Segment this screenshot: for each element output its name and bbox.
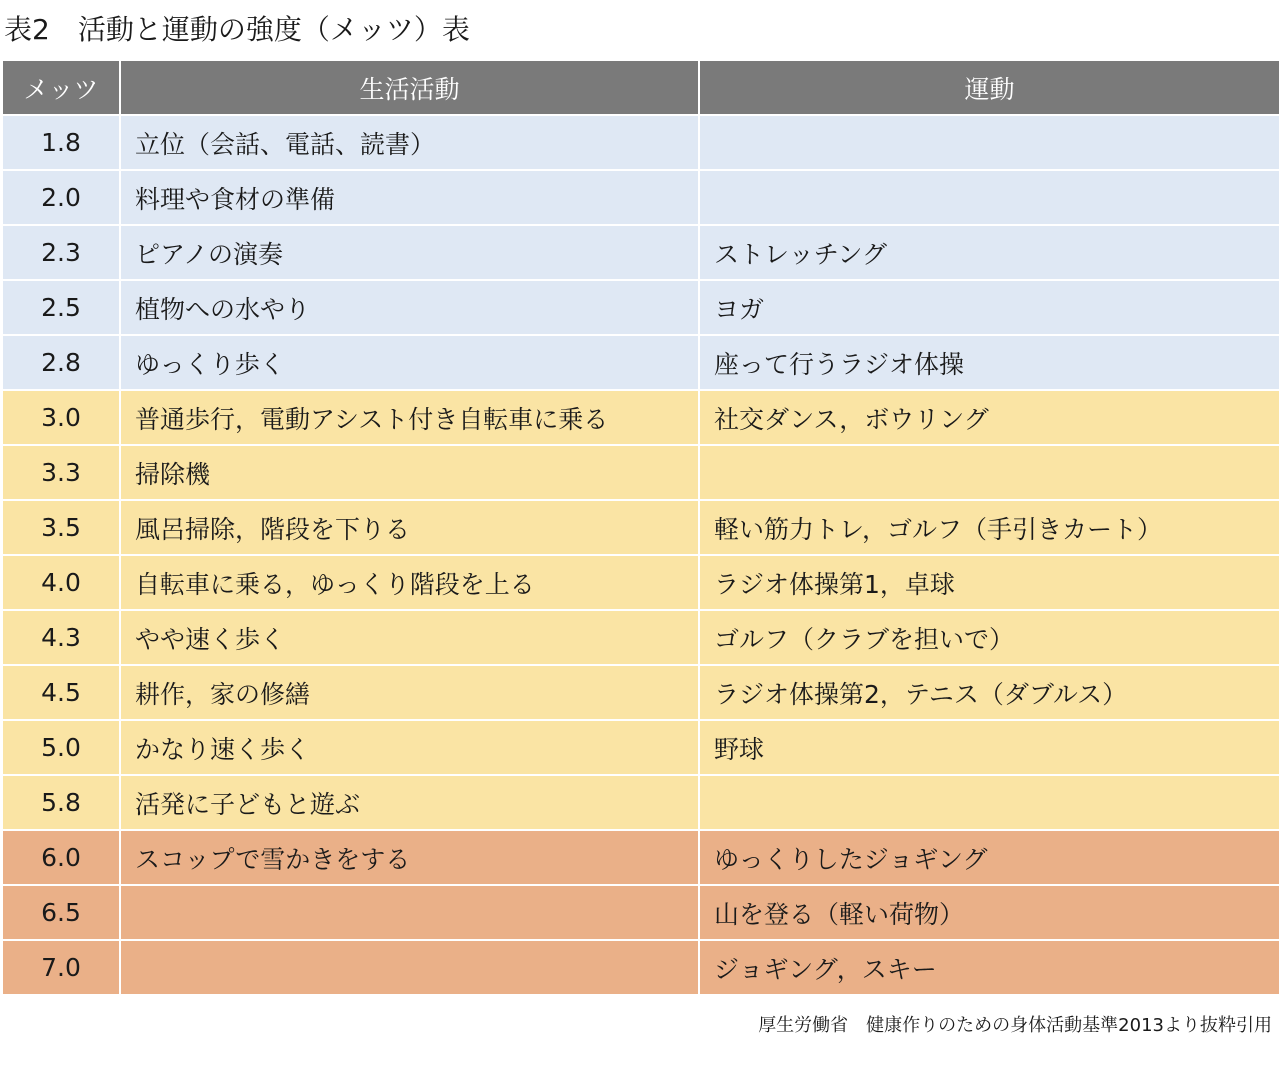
mets-value: 7.0	[3, 940, 120, 995]
daily-activity-cell: 活発に子どもと遊ぶ	[120, 775, 699, 830]
exercise-cell	[699, 775, 1279, 830]
header-exercise: 運動	[699, 61, 1279, 115]
exercise-cell	[699, 445, 1279, 500]
table-row	[3, 225, 1279, 280]
daily-activity-cell: 風呂掃除，階段を下りる	[120, 500, 699, 555]
page-title: 表2 活動と運動の強度（メッツ）表	[4, 13, 470, 46]
mets-value: 1.8	[3, 115, 120, 170]
table-row	[3, 335, 1279, 390]
table-row	[3, 170, 1279, 225]
exercise-cell: ゆっくりしたジョギング	[699, 830, 1279, 885]
table-row	[3, 280, 1279, 335]
daily-activity-cell: ゆっくり歩く	[120, 335, 699, 390]
daily-activity-cell: やや速く歩く	[120, 610, 699, 665]
daily-activity-cell	[120, 885, 699, 940]
mets-value: 2.5	[3, 280, 120, 335]
exercise-cell	[699, 170, 1279, 225]
mets-value: 2.8	[3, 335, 120, 390]
table-header-row	[3, 61, 1279, 115]
exercise-cell: 社交ダンス，ボウリング	[699, 390, 1279, 445]
exercise-cell: 軽い筋力トレ，ゴルフ（手引きカート）	[699, 500, 1279, 555]
daily-activity-cell: ピアノの演奏	[120, 225, 699, 280]
daily-activity-cell: かなり速く歩く	[120, 720, 699, 775]
mets-value: 4.3	[3, 610, 120, 665]
exercise-cell: ジョギング，スキー	[699, 940, 1279, 995]
daily-activity-cell: 耕作，家の修繕	[120, 665, 699, 720]
exercise-cell: 座って行うラジオ体操	[699, 335, 1279, 390]
mets-value: 6.5	[3, 885, 120, 940]
exercise-cell: 野球	[699, 720, 1279, 775]
mets-value: 4.5	[3, 665, 120, 720]
exercise-cell: ゴルフ（クラブを担いで）	[699, 610, 1279, 665]
daily-activity-cell: 植物への水やり	[120, 280, 699, 335]
header-mets: メッツ	[3, 61, 120, 115]
mets-value: 3.0	[3, 390, 120, 445]
exercise-cell	[699, 115, 1279, 170]
mets-value: 5.8	[3, 775, 120, 830]
table-row	[3, 720, 1279, 775]
mets-value: 2.0	[3, 170, 120, 225]
daily-activity-cell: 掃除機	[120, 445, 699, 500]
table-row	[3, 940, 1279, 995]
mets-value: 6.0	[3, 830, 120, 885]
table-row	[3, 500, 1279, 555]
mets-value: 2.3	[3, 225, 120, 280]
table-row	[3, 610, 1279, 665]
daily-activity-cell: 料理や食材の準備	[120, 170, 699, 225]
exercise-cell: ラジオ体操第2，テニス（ダブルス）	[699, 665, 1279, 720]
exercise-cell: 山を登る（軽い荷物）	[699, 885, 1279, 940]
table-row	[3, 775, 1279, 830]
exercise-cell: ラジオ体操第1，卓球	[699, 555, 1279, 610]
table-row	[3, 665, 1279, 720]
table-row	[3, 885, 1279, 940]
table-row	[3, 115, 1279, 170]
daily-activity-cell: 普通歩行，電動アシスト付き自転車に乗る	[120, 390, 699, 445]
mets-value: 3.5	[3, 500, 120, 555]
table-row	[3, 830, 1279, 885]
mets-table	[3, 61, 1279, 996]
mets-value: 4.0	[3, 555, 120, 610]
daily-activity-cell: 自転車に乗る，ゆっくり階段を上る	[120, 555, 699, 610]
daily-activity-cell: 立位（会話、電話、読書）	[120, 115, 699, 170]
daily-activity-cell: スコップで雪かきをする	[120, 830, 699, 885]
table-row	[3, 445, 1279, 500]
daily-activity-cell	[120, 940, 699, 995]
mets-value: 5.0	[3, 720, 120, 775]
mets-value: 3.3	[3, 445, 120, 500]
exercise-cell: ヨガ	[699, 280, 1279, 335]
source-note: 厚生労働省 健康作りのための身体活動基準2013より抜粋引用	[758, 1015, 1272, 1036]
header-daily-activity: 生活活動	[120, 61, 699, 115]
table-row	[3, 390, 1279, 445]
exercise-cell: ストレッチング	[699, 225, 1279, 280]
table-row	[3, 555, 1279, 610]
